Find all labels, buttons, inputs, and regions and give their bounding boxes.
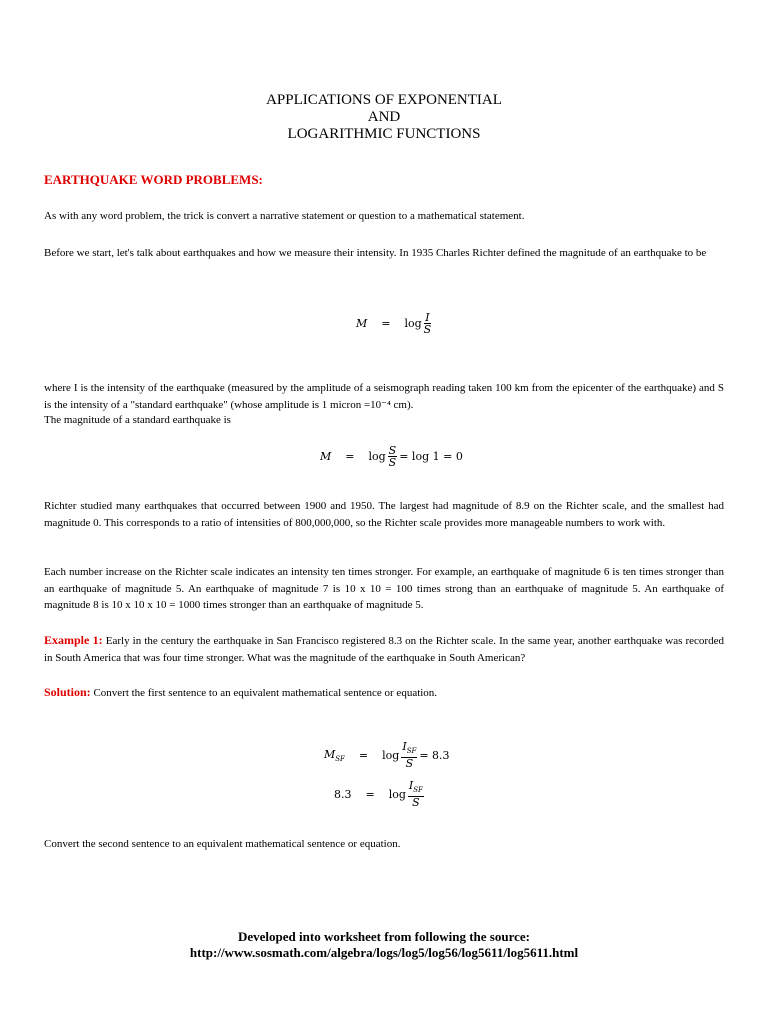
- eq2-denominator: S: [388, 456, 397, 469]
- eq1-fraction: [424, 312, 432, 335]
- eq3-denominator: S: [405, 757, 414, 770]
- eq3-fraction: [401, 741, 417, 769]
- eq4-num-var: I: [408, 779, 414, 792]
- solution-paragraph: [44, 684, 724, 702]
- eq4-numerator: [408, 780, 424, 797]
- eq1-op: =: [381, 317, 391, 330]
- before-paragraph: Before we start, let's talk about earthquakes and how we measure their intensity. In 1935 Charles Richter defined the magnitude of an earthquake to be: [44, 247, 707, 259]
- richter-paragraph: Richter studied many earthquakes that occurred between 1900 and 1950. The largest had magnitude of 8.9 on the Richter scale, and the smallest had magnitude 0. This corresponds to a ratio of intensities of 800,000,000, so the Richter scale provides more manageable numbers to work with.: [44, 500, 724, 529]
- eq3-tail: = 8.3: [419, 748, 450, 762]
- eq3-lhs: M: [324, 747, 336, 761]
- eq2-fraction: [388, 445, 398, 468]
- title-line-3: LOGARITHMIC FUNCTIONS: [287, 126, 481, 142]
- eq1-log: log: [404, 317, 422, 330]
- eq1-lhs: M: [356, 317, 368, 330]
- solution-text: Convert the first sentence to an equivalent mathematical sentence or equation.: [90, 687, 438, 699]
- eq2-lhs: M: [320, 450, 332, 463]
- eq3-log: log: [382, 748, 400, 762]
- convert-second-paragraph: Convert the second sentence to an equivalent mathematical sentence or equation.: [44, 838, 401, 850]
- eq2-tail: = log 1 = 0: [399, 450, 463, 463]
- equation-value-log: [334, 780, 426, 808]
- eq1-denominator: S: [423, 323, 432, 336]
- eq1-numerator: I: [425, 311, 430, 324]
- example-label: Example 1:: [44, 633, 103, 647]
- equation-sf-magnitude: [324, 741, 450, 769]
- footer-line-1: Developed into worksheet from following the source:: [238, 929, 530, 944]
- eq4-log: log: [388, 787, 406, 801]
- example-paragraph: [44, 632, 724, 666]
- eq2-numerator: S: [388, 444, 397, 457]
- equation-richter-definition: [356, 312, 433, 335]
- solution-label: Solution:: [44, 685, 91, 699]
- eq2-op: =: [345, 450, 355, 463]
- title-line-2: AND: [367, 109, 401, 125]
- eq4-op: =: [365, 787, 375, 801]
- section-heading: EARTHQUAKE WORD PROBLEMS:: [44, 172, 263, 187]
- footer-source-link[interactable]: http://www.sosmath.com/algebra/logs/log5/log56/log5611/log5611.html: [189, 945, 579, 960]
- each-paragraph: Each number increase on the Richter scale indicates an intensity ten times stronger. For example, an earthquake of magnitude 6 is ten times stronger than an earthquake of magnitude 5. An earthquake of magnitude 7 is 10 x 10 = 100 times strong than an earthquake of magnitude 5. An earthquake of magnitude 8 is 10 x 10 x 10 = 1000 times stronger than an earthquake of magnitude 5.: [44, 566, 724, 611]
- footer-source: [0, 929, 768, 961]
- eq3-lhs-sub: SF: [335, 754, 345, 763]
- equation-standard-magnitude: [320, 445, 463, 468]
- intro-paragraph: As with any word problem, the trick is convert a narrative statement or question to a mathematical statement.: [44, 210, 525, 222]
- eq3-lhs-group: [324, 748, 345, 763]
- eq4-fraction: [408, 780, 424, 808]
- eq3-numerator: [401, 741, 417, 758]
- standard-paragraph: The magnitude of a standard earthquake is: [44, 414, 231, 426]
- eq3-op: =: [358, 748, 369, 762]
- eq3-num-sub: SF: [406, 747, 417, 755]
- page-title: [0, 92, 768, 143]
- eq2-log: log: [368, 450, 386, 463]
- eq4-lhs: 8.3: [334, 787, 352, 801]
- eq3-num-var: I: [402, 740, 407, 753]
- eq4-denominator: S: [412, 796, 420, 809]
- where-paragraph: where I is the intensity of the earthquake (measured by the amplitude of a seismograph reading taken 100 km from the epicenter of the earthquake) and S is the intensity of a "standard earthquake" (whose amplitude is 1 micron =10⁻⁴ cm).: [44, 382, 724, 411]
- title-line-1: APPLICATIONS OF EXPONENTIAL: [266, 92, 502, 108]
- example-text: Early in the century the earthquake in San Francisco registered 8.3 on the Richter scale. In the same year, another earthquake was recorded in South America that was four time stronger. What was the magnitude of the earthquake in South American?: [44, 635, 724, 664]
- eq4-num-sub: SF: [413, 786, 423, 794]
